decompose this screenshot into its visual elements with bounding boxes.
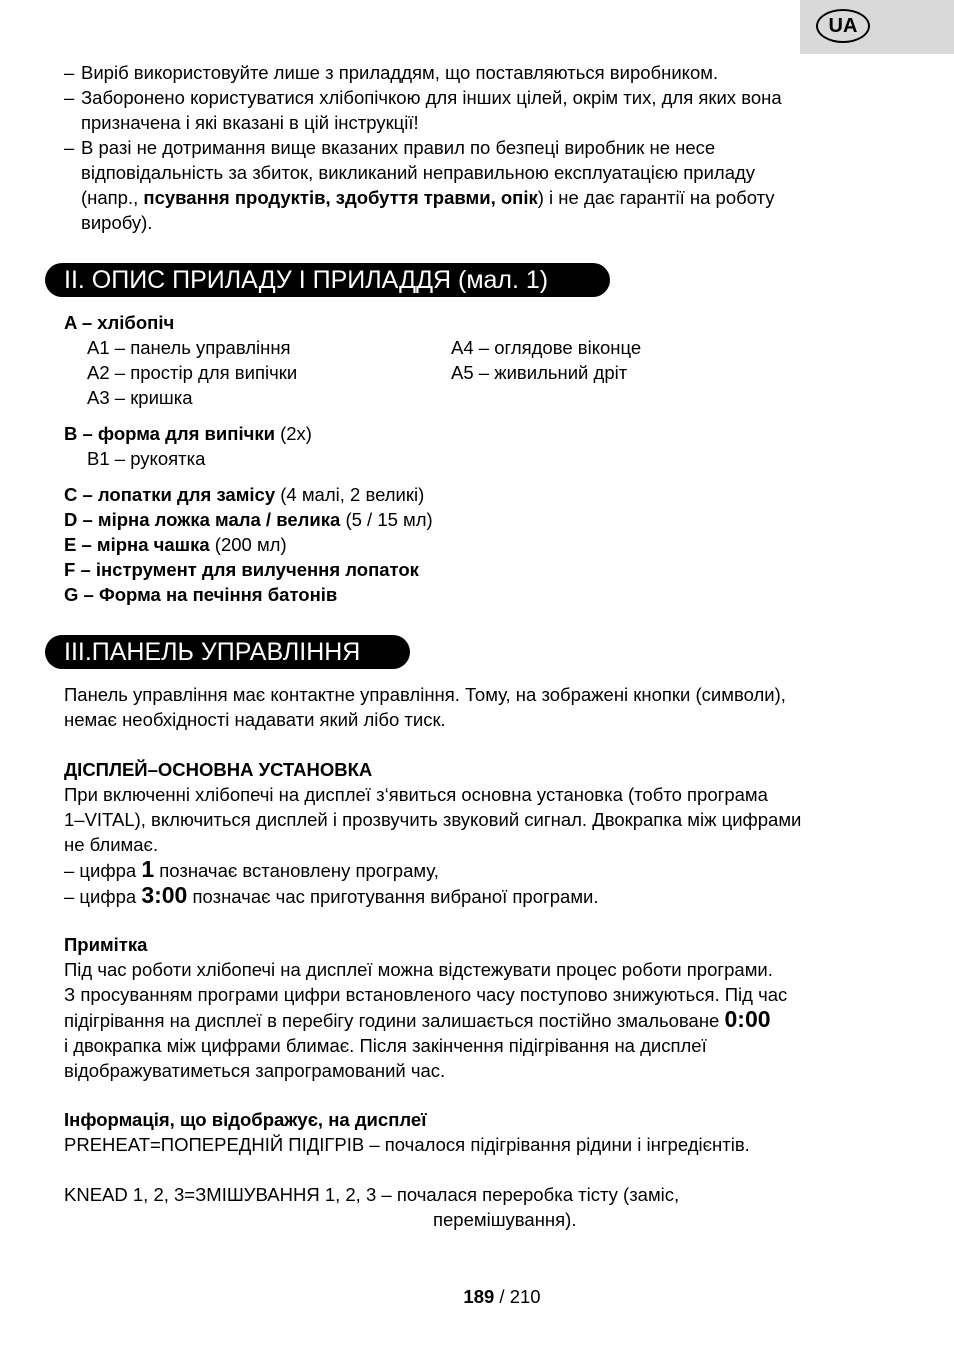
item-b-extra: (2x) (274, 423, 312, 444)
item-c-extra: (4 малі, 2 великі) (275, 484, 425, 505)
paragraph-line: 1–VITAL), включиться дисплей і прозвучить звуковий сигнал. Двокрапка між цифрами (64, 809, 802, 830)
knead-line-continued: перемішування). (433, 1209, 577, 1230)
page-number (0, 1284, 954, 1309)
text-fragment: (напр., (81, 187, 144, 208)
page-current: 189 (463, 1286, 495, 1307)
knead-line: KNEAD 1, 2, 3=ЗМІШУВАННЯ 1, 2, 3 – почалася переробка тісту (заміс, (64, 1184, 680, 1205)
item-f: F – інструмент для вилучення лопаток (64, 559, 419, 580)
item-a-title: A – хлібопіч (64, 312, 175, 333)
text-fragment: підігрівання на дисплеї в перебігу години залишається постійно змальоване (64, 1010, 725, 1031)
list-item-text (81, 185, 904, 210)
time-digit-line (64, 883, 894, 909)
item-b (64, 421, 312, 446)
list-item (64, 135, 904, 235)
program-digit-value: 1 (141, 856, 155, 882)
page-total: / 210 (494, 1286, 541, 1307)
list-item-text: Виріб використовуйте лише з приладдям, що поставляються виробником. (81, 62, 719, 83)
list-item (64, 60, 904, 85)
item-e-title: E – мірна чашка (64, 534, 210, 555)
zero-time-value: 0:00 (724, 1006, 771, 1032)
text-fragment: – цифра (64, 860, 142, 881)
note-section (64, 932, 894, 1083)
item-c (64, 482, 424, 507)
list-item-text: відповідальність за збиток, викликаний неправильною експлуатацією приладу (81, 162, 756, 183)
paragraph-line: і двокрапка між цифрами блимає. Після закінчення підігрівання на дисплеї (64, 1035, 707, 1056)
text-fragment: ) і не дає гарантії на роботу (537, 187, 775, 208)
text-fragment: позначає встановлену програму, (154, 860, 439, 881)
item-d-title: D – мірна ложка мала / велика (64, 509, 341, 530)
display-info-section (64, 1107, 894, 1157)
section-heading-description: II. ОПИС ПРИЛАДУ І ПРИЛАДДЯ (мал. 1) (45, 263, 610, 297)
language-tab (800, 0, 954, 54)
item-d-extra: (5 / 15 мл) (340, 509, 433, 530)
paragraph-line: При включенні хлібопечі на дисплеї з‘явиться основна установка (тобто програма (64, 784, 768, 805)
item-a5: A5 – живильний дріт (451, 362, 628, 383)
item-g: G – Форма на печіння батонів (64, 584, 338, 605)
paragraph-line: не блимає. (64, 834, 159, 855)
list-item (64, 85, 904, 135)
text-fragment: – цифра (64, 886, 142, 907)
dash-bullet: – (64, 62, 75, 83)
display-heading: ДІСПЛЕЙ–ОСНОВНА УСТАНОВКА (64, 759, 373, 780)
list-item-text: виробу). (81, 212, 153, 233)
list-item-text: призначена і які вказані в цій інструкції! (81, 112, 419, 133)
text-fragment: позначає час приготування вибраної програми. (187, 886, 599, 907)
display-section (64, 757, 894, 909)
paragraph-line: З просуванням програми цифри встановленого часу поступово знижуються. Під час (64, 984, 788, 1005)
control-panel-intro (64, 682, 894, 732)
paragraph-line: відображуватиметься запрограмований час. (64, 1060, 446, 1081)
time-value: 3:00 (141, 882, 188, 908)
item-c-title: C – лопатки для замісу (64, 484, 276, 505)
item-d (64, 507, 433, 532)
list-item-text: В разі не дотримання вище вказаних правил по безпеці виробник не несе (81, 137, 716, 158)
info-heading: Інформація, що відображує, на дисплеї (64, 1109, 427, 1130)
preheat-line: PREHEAT=ПОПЕРЕДНІЙ ПІДІГРІВ – почалося підігрівання рідини і інгредієнтів. (64, 1134, 750, 1155)
paragraph-line: Панель управління має контактне управління. Тому, на зображені кнопки (символи), (64, 684, 786, 705)
dash-bullet: – (64, 137, 75, 158)
section-heading-control-panel: III.ПАНЕЛЬ УПРАВЛІННЯ (45, 635, 410, 669)
paragraph-line: немає необхідності надавати який лібо тиск. (64, 709, 446, 730)
bold-phrase: псування продуктів, здобуття травми, опік (143, 187, 538, 208)
dash-bullet: – (64, 87, 75, 108)
language-badge: UA (816, 9, 870, 43)
item-e (64, 532, 287, 557)
program-digit-line (64, 857, 894, 883)
note-heading: Примітка (64, 934, 148, 955)
item-a2: A2 – простір для випічки (87, 362, 298, 383)
item-a4: A4 – оглядове віконце (451, 337, 642, 358)
item-b1: B1 – рукоятка (87, 448, 206, 469)
list-item-text: Заборонено користуватися хлібопічкою для інших цілей, окрім тих, для яких вона (81, 87, 782, 108)
paragraph-line: Під час роботи хлібопечі на дисплеї можна відстежувати процес роботи програми. (64, 959, 773, 980)
safety-list (64, 60, 904, 235)
item-a1: A1 – панель управління (87, 337, 291, 358)
paragraph-line (64, 1007, 894, 1033)
item-b-title: B – форма для випічки (64, 423, 275, 444)
item-a3: A3 – кришка (87, 387, 193, 408)
item-e-extra: (200 мл) (209, 534, 287, 555)
